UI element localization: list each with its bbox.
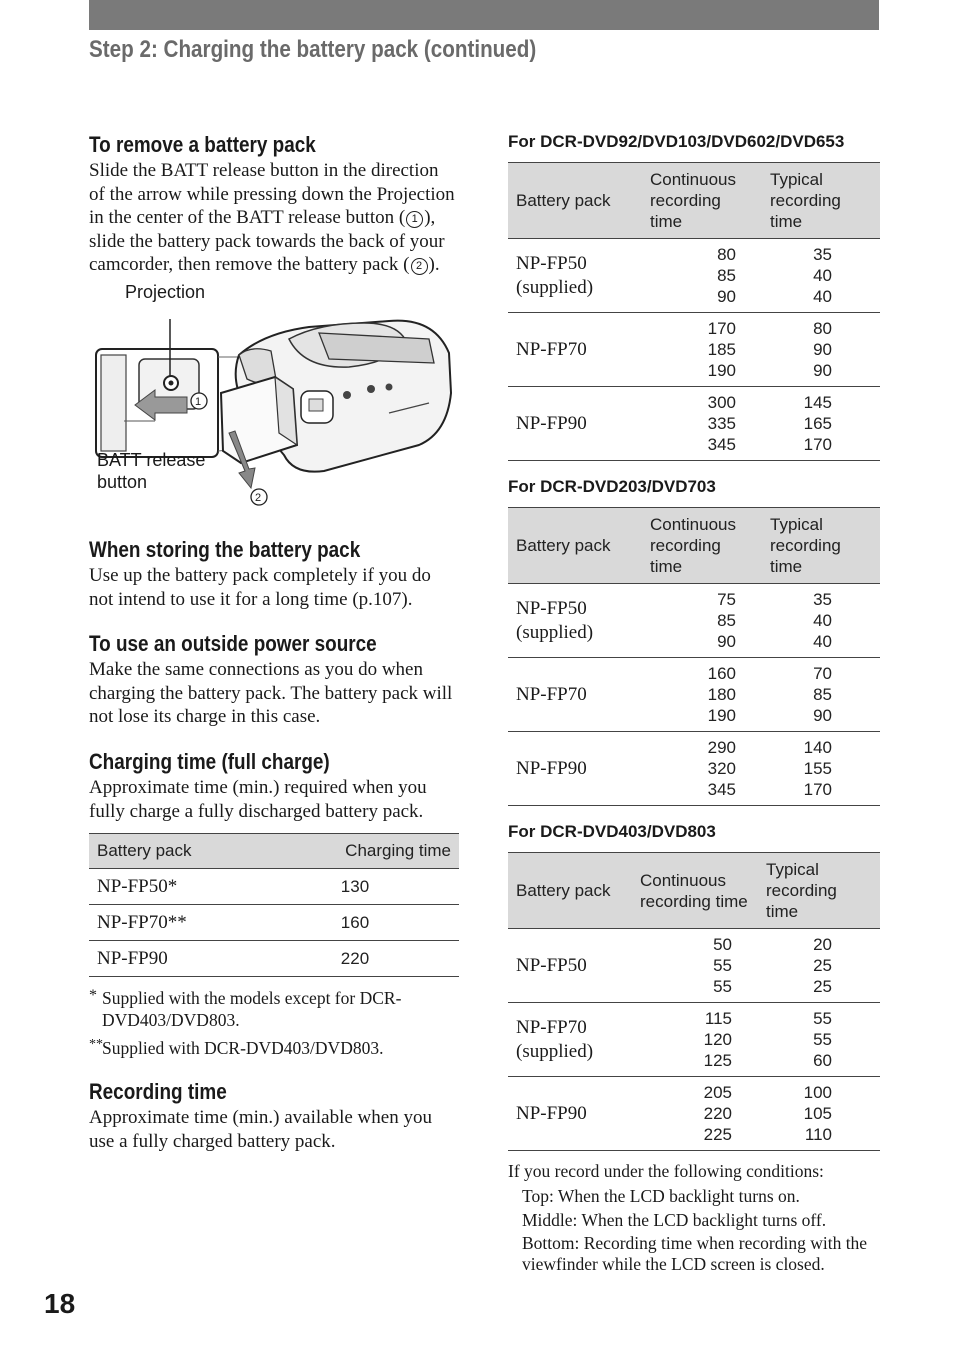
table-header-row [508, 508, 880, 584]
remove-text-part-2: ), slide the battery pack towards the back of your camcorder, then remove the battery pack ( [89, 207, 445, 276]
remove-text-part-3: ). [428, 254, 440, 276]
outside-power-text: Make the same connections as you do when charging the battery pack. The battery pack will not lose its charge in this case. [89, 659, 453, 728]
continuous-cell: 205 220 225 [632, 1077, 758, 1151]
continuous-cell: 300 335 345 [642, 387, 762, 461]
header-typical: Typical recording time [762, 163, 880, 239]
continuous-cell: 160 180 190 [642, 658, 762, 732]
table-row [89, 905, 459, 941]
batt-release-label-line2: button [97, 471, 148, 492]
header-continuous: Continuous recording time [642, 163, 762, 239]
table-row [508, 239, 880, 313]
header-typical: Typical recording time [762, 508, 880, 584]
charging-header-charging-time: Charging time [265, 834, 459, 869]
typical-cell: 100 105 110 [758, 1077, 880, 1151]
table-row [508, 584, 880, 658]
pack-cell: NP-FP50 [508, 929, 632, 1003]
projection-label: Projection [125, 281, 206, 302]
recording-table-3 [508, 852, 880, 1151]
table-row [508, 313, 880, 387]
condition-bottom: Bottom: Recording time when recording with the viewfinder while the LCD screen is closed. [522, 1232, 868, 1274]
typical-cell: 35 40 40 [762, 584, 880, 658]
charging-table-header-row [89, 834, 459, 869]
footnote-1-text: Supplied with the models except for DCR-DVD403/DVD803. [102, 988, 402, 1031]
charging-time-heading: Charging time (full charge) [89, 748, 330, 774]
header-typical: Typical recording time [758, 853, 880, 929]
storing-section [89, 537, 459, 611]
recording-time-heading: Recording time [89, 1079, 227, 1105]
recording-time-section [89, 1079, 459, 1153]
condition-middle: Middle: When the LCD backlight turns off. [522, 1210, 827, 1230]
recording-table-2-title: For DCR-DVD203/DVD703 [508, 477, 716, 496]
continuous-cell: 115 120 125 [632, 1003, 758, 1077]
batt-release-label-line1: BATT release [97, 449, 206, 470]
table-row [508, 658, 880, 732]
charging-time-cell: 160 [265, 905, 459, 941]
pack-cell: NP-FP70 [508, 313, 642, 387]
pack-cell: NP-FP50 (supplied) [508, 584, 642, 658]
circled-two: 2 [411, 258, 428, 275]
conditions-intro: If you record under the following conditions: [508, 1161, 824, 1181]
right-column [508, 132, 880, 1275]
recording-table-1-section [508, 132, 880, 461]
table-row [508, 732, 880, 806]
remove-battery-text [89, 159, 459, 277]
continuous-cell: 50 55 55 [632, 929, 758, 1003]
remove-battery-heading: To remove a battery pack [89, 132, 316, 157]
table-row [508, 929, 880, 1003]
pack-cell: NP-FP70 [508, 658, 642, 732]
header-continuous: Continuous recording time [642, 508, 762, 584]
typical-cell: 140 155 170 [762, 732, 880, 806]
pack-cell: NP-FP90 [508, 732, 642, 806]
typical-cell: 55 55 60 [758, 1003, 880, 1077]
recording-table-3-section [508, 822, 880, 1151]
storing-heading: When storing the battery pack [89, 536, 361, 562]
pack-cell: NP-FP50 (supplied) [508, 239, 642, 313]
continuous-cell: 290 320 345 [642, 732, 762, 806]
table-row [89, 941, 459, 977]
left-column [89, 132, 459, 1153]
charging-pack-cell: NP-FP50* [89, 869, 265, 905]
recording-time-text: Approximate time (min.) available when you use a fully charged battery pack. [89, 1107, 432, 1152]
table-row [508, 1003, 880, 1077]
charging-time-cell: 220 [265, 941, 459, 977]
typical-cell: 35 40 40 [762, 239, 880, 313]
footnote-2-text: Supplied with DCR-DVD403/DVD803. [102, 1038, 384, 1059]
typical-cell: 20 25 25 [758, 929, 880, 1003]
page-number: 18 [44, 1288, 76, 1319]
battery-removal-illustration [89, 281, 459, 513]
charging-time-text: Approximate time (min.) required when you fully charge a fully discharged battery pack. [89, 776, 427, 822]
charging-time-cell: 130 [265, 869, 459, 905]
storing-text: Use up the battery pack completely if you do not intend to use it for a long time (p.107). [89, 564, 431, 610]
footnote-2 [89, 1037, 459, 1059]
marker-two-label: 2 [255, 491, 262, 504]
table-row [508, 387, 880, 461]
typical-cell: 80 90 90 [762, 313, 880, 387]
charging-pack-cell: NP-FP70** [89, 905, 265, 941]
table-row [89, 869, 459, 905]
header-continuous: Continuous recording time [632, 853, 758, 929]
condition-top: Top: When the LCD backlight turns on. [522, 1185, 800, 1206]
typical-cell: 70 85 90 [762, 658, 880, 732]
remove-text-part-1: Slide the BATT release button in the direction of the arrow while pressing down the Projection in the center of the BATT release button ( [89, 160, 455, 229]
recording-table-1-title: For DCR-DVD92/DVD103/DVD602/DVD653 [508, 132, 845, 151]
footnote-1 [89, 987, 459, 1031]
recording-table-2-section [508, 477, 880, 806]
conditions-section [508, 1159, 880, 1275]
continuous-cell: 80 85 90 [642, 239, 762, 313]
conditions-text [508, 1159, 880, 1275]
footnote-1-mark: * [89, 987, 97, 1005]
recording-table-3-title: For DCR-DVD403/DVD803 [508, 822, 716, 841]
pack-cell: NP-FP90 [508, 1077, 632, 1151]
header-battery-pack: Battery pack [508, 163, 642, 239]
footnote-2-mark: ** [89, 1037, 103, 1053]
header-bar [89, 0, 879, 30]
recording-table-2 [508, 507, 880, 806]
charging-time-section [89, 749, 459, 1059]
pack-cell: NP-FP70 (supplied) [508, 1003, 632, 1077]
charging-header-battery-pack: Battery pack [89, 834, 265, 869]
table-header-row [508, 853, 880, 929]
header-battery-pack: Battery pack [508, 853, 632, 929]
header-battery-pack: Battery pack [508, 508, 642, 584]
charging-pack-cell: NP-FP90 [89, 941, 265, 977]
charging-time-table [89, 833, 459, 977]
table-row [508, 1077, 880, 1151]
page-title: Step 2: Charging the battery pack (continued) [89, 36, 537, 63]
continuous-cell: 75 85 90 [642, 584, 762, 658]
outside-power-heading: To use an outside power source [89, 631, 377, 657]
marker-one-label: 1 [195, 395, 202, 408]
outside-power-section [89, 631, 459, 729]
typical-cell: 145 165 170 [762, 387, 880, 461]
table-header-row [508, 163, 880, 239]
circled-one: 1 [406, 211, 423, 228]
remove-battery-section [89, 132, 459, 277]
pack-cell: NP-FP90 [508, 387, 642, 461]
continuous-cell: 170 185 190 [642, 313, 762, 387]
recording-table-1 [508, 162, 880, 461]
